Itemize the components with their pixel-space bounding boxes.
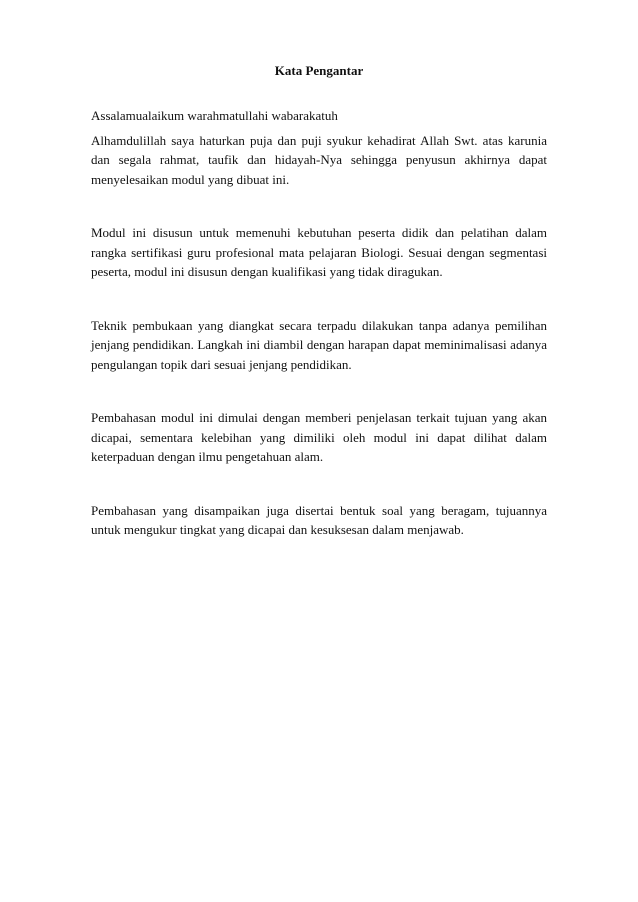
- document-body: [91, 106, 547, 574]
- paragraph-assessment: Pembahasan yang disampaikan juga disertai bentuk soal yang beragam, tujuannya untuk mengukur tingkat yang dicapai dan kesuksesan dalam menjawab.: [91, 502, 547, 537]
- greeting-text: Assalamualaikum warahmatullahi wabarakatuh: [91, 108, 338, 123]
- paragraph-technique: Teknik pembukaan yang diangkat secara terpadu dilakukan tanpa adanya pemilihan jenjang pendidikan. Langkah ini diambil dengan harapan dapat meminimalisasi adanya pengulangan topik dari sesuai jenjang pendidikan.: [91, 317, 547, 372]
- paragraph-purpose: Modul ini disusun untuk memenuhi kebutuhan peserta didik dan pelatihan dalam rangka sertifikasi guru profesional mata pelajaran Biologi. Sesuai dengan segmentasi peserta, modul ini disusun dengan kualifikasi yang tidak diragukan.: [91, 225, 547, 279]
- paragraph-discussion: Pembahasan modul ini dimulai dengan memberi penjelasan terkait tujuan yang akan dicapai, sementara kelebihan yang dimiliki oleh modul ini dapat dilihat dalam keterpaduan dengan ilmu pengetahuan alam.: [91, 410, 547, 464]
- paragraph-opening: Alhamdulillah saya haturkan puja dan puji syukur kehadirat Allah Swt. atas karunia dan segala rahmat, taufik dan hidayah-Nya sehingga penyusun akhirnya dapat menyelesaikan modul yang dibuat ini.: [91, 132, 547, 187]
- page-title: Kata Pengantar: [274, 63, 364, 78]
